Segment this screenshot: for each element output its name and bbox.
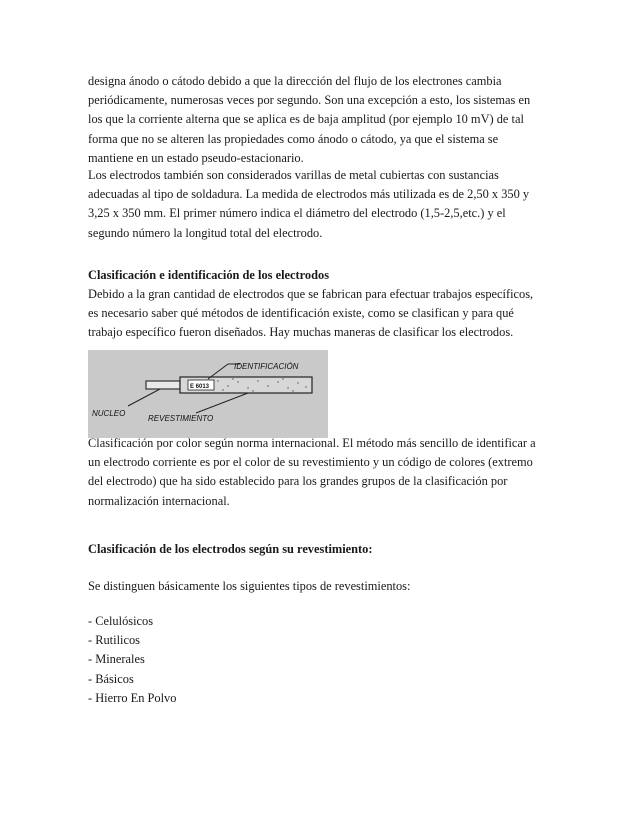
label-nucleo: NUCLEO	[92, 409, 126, 418]
text-line: 3,25 x 350 mm. El primer número indica el diámetro del electrodo (1,5-2,5,etc.) y el	[88, 206, 506, 221]
text-line: Clasificación por color según norma internacional. El método más sencillo de identificar a	[88, 436, 536, 450]
text-line: designa ánodo o cátodo debido a que la dirección del flujo de los electrones cambia	[88, 74, 502, 88]
text-line: adecuadas al tipo de soldadura. La medida de electrodos más utilizada es de 2,50 x 350 y	[88, 187, 530, 202]
text-line: Los electrodos también son considerados varillas de metal cubiertas con sustancias	[88, 168, 499, 182]
paragraph-varillas	[88, 166, 558, 243]
list-item: - Básicos	[88, 671, 134, 686]
list-item: - Celulósicos	[88, 614, 154, 628]
paragraph-identificacion	[88, 285, 558, 343]
text-line: los que la corriente alterna que se aplica es de baja amplitud (por ejemplo 10 mV) de tal	[88, 112, 524, 127]
text-line: forma que no se alteren las propiedades como ánodo o cátodo, ya que el sistema se	[88, 131, 499, 146]
list-item: - Hierro En Polvo	[88, 690, 177, 705]
heading-clasificacion-revestimiento: Clasificación de los electrodos según su revestimiento:	[88, 542, 373, 556]
text-line: es necesario saber qué métodos de identificación existe, como se clasifican y para qué	[88, 306, 514, 321]
paragraph-color	[88, 434, 558, 511]
list-item: - Rutilicos	[88, 633, 140, 648]
text-line: segundo número la longitud total del electrodo.	[88, 225, 323, 240]
text-line: trabajo específico fueron diseñados. Hay muchas maneras de clasificar los electrodos.	[88, 325, 514, 340]
electrode-illustration	[88, 350, 328, 438]
heading-clasificacion-identificacion: Clasificación e identificación de los electrodos	[88, 268, 330, 282]
text-line: del electrodo) que ha sido establecido para los grandes grupos de la clasificación por	[88, 474, 508, 489]
text-line: periódicamente, numerosas veces por segundo. Son una excepción a esto, los sistemas en	[88, 93, 531, 108]
label-identificacion: IDENTIFICACIÓN	[234, 362, 299, 371]
text-line: mantiene en un estado pseudo-estacionario.	[88, 150, 304, 165]
text-line: normalización internacional.	[88, 493, 230, 508]
paragraph-anodo-catodo	[88, 72, 558, 168]
electrode-diagram	[88, 350, 328, 438]
label-revestimiento: REVESTIMIENTO	[148, 414, 214, 423]
text-line: un electrodo corriente es por el color de su revestimiento y un código de colores (extremo	[88, 455, 533, 470]
text-line: Debido a la gran cantidad de electrodos que se fabrican para efectuar trabajos específicos,	[88, 287, 534, 301]
paragraph-tipos: Se distinguen básicamente los siguientes tipos de revestimientos:	[88, 579, 411, 593]
stamp-label: E 6013	[190, 384, 210, 390]
coating-types-list	[88, 612, 176, 708]
electrode-core	[146, 381, 180, 389]
list-item: - Minerales	[88, 652, 145, 667]
